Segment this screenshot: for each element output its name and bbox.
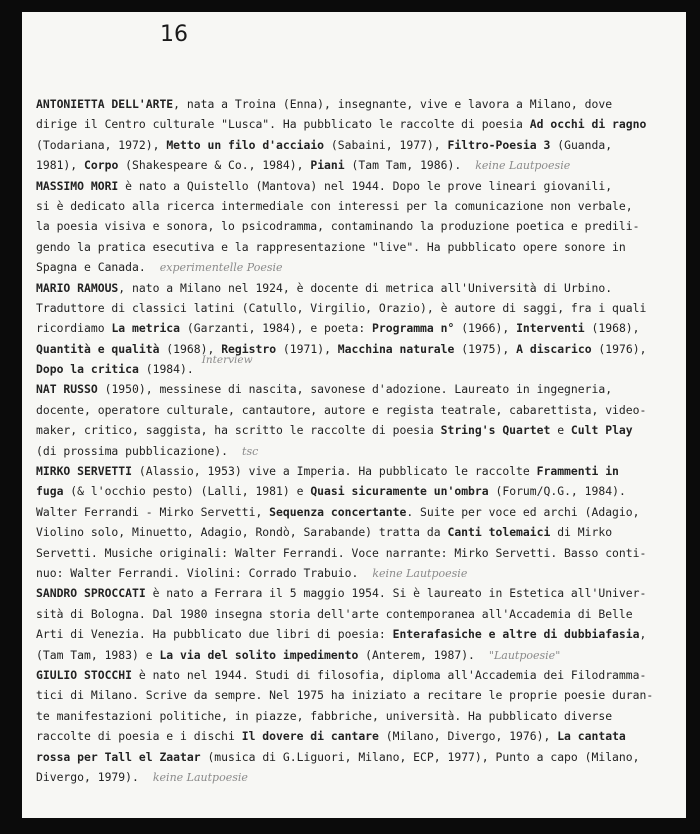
- text-line: [36, 767, 676, 787]
- text-line: [36, 604, 676, 624]
- text-segment: (1968),: [159, 341, 222, 356]
- text-line: [36, 624, 676, 644]
- bold-text: Enterafasiche e altre di dubbiafasia: [392, 627, 640, 642]
- text-line: [36, 257, 676, 277]
- bold-text: Dopo la critica: [36, 362, 139, 377]
- text-segment: è nato nel 1944. Studi di filosofia, diploma all'Accademia dei Filodramma-: [132, 667, 647, 682]
- text-segment: la poesia visiva e sonora, lo psicodramma, contaminando la produzione poetica e predili-: [36, 219, 640, 234]
- text-line: [36, 645, 676, 665]
- text-segment: e: [550, 423, 571, 438]
- text-segment: è nato a Quistello (Mantova) nel 1944. Dopo le prove lineari giovanili,: [118, 178, 613, 193]
- text-line: [36, 94, 676, 114]
- text-segment: (1976),: [591, 341, 647, 356]
- text-line: [36, 481, 676, 501]
- text-segment: di Mirko: [550, 525, 613, 540]
- text-line: [36, 379, 676, 399]
- text-segment: raccolte di poesia e i dischi: [36, 729, 242, 744]
- bold-text: Corpo: [84, 158, 119, 173]
- text-segment: te manifestazioni politiche, in piazze, fabbriche, università. Ha pubblicato diverse: [36, 708, 613, 723]
- text-line: [36, 706, 676, 726]
- text-segment: (Todariana, 1972),: [36, 137, 167, 152]
- bold-text: Interventi: [516, 321, 585, 336]
- bold-text: Sequenza concertante: [269, 504, 407, 519]
- bold-text: SANDRO SPROCCATI: [36, 586, 146, 601]
- text-segment: Walter Ferrandi - Mirko Servetti,: [36, 504, 270, 519]
- text-segment: Servetti. Musiche originali: Walter Ferrandi. Voce narrante: Mirko Servetti. Basso conti-: [36, 545, 647, 560]
- body-text: [36, 94, 676, 787]
- handwritten-annotation: keine Lautpoesie: [475, 159, 571, 173]
- text-segment: (& l'occhio pesto) (Lalli, 1981) e: [63, 484, 311, 499]
- text-line: [36, 502, 676, 522]
- bold-text: Ad occhi di ragno: [529, 117, 647, 132]
- bold-text: A discarico: [516, 341, 592, 356]
- bold-text: fuga: [36, 484, 64, 499]
- bold-text: Programma n°: [372, 321, 455, 336]
- bold-text: Quantità e qualità: [36, 341, 160, 356]
- text-segment: (1975),: [454, 341, 517, 356]
- bold-text: Quasi sicuramente un'ombra: [310, 484, 489, 499]
- text-segment: (Sabaini, 1977),: [324, 137, 448, 152]
- text-line: [36, 196, 676, 216]
- handwritten-annotation: "Lautpoesie": [488, 648, 561, 662]
- text-segment: tici di Milano. Scrive da sempre. Nel 1975 ha iniziato a recitare le proprie poesie duran-: [36, 688, 654, 703]
- bold-text: Registro: [221, 341, 277, 356]
- text-line: [36, 726, 676, 746]
- bold-text: MARIO RAMOUS: [36, 280, 119, 295]
- bold-text: La via del solito impedimento: [159, 647, 359, 662]
- text-segment: (musica di G.Liguori, Milano, ECP, 1977), Punto a capo (Milano,: [200, 749, 640, 764]
- text-segment: . Suite per voce ed archi (Adagio,: [406, 504, 640, 519]
- text-segment: (Garzanti, 1984), e poeta:: [180, 321, 373, 336]
- text-segment: (Tam Tam, 1986).: [344, 158, 462, 173]
- bold-text: String's Quartet: [440, 423, 551, 438]
- text-segment: (1966),: [454, 321, 517, 336]
- text-line: [36, 237, 676, 257]
- bold-text: Metto un filo d'acciaio: [166, 137, 325, 152]
- text-segment: nuo: Walter Ferrandi. Violini: Corrado Trabuio.: [36, 565, 359, 580]
- text-segment: gendo la pratica esecutiva e la rappresentazione "live". Ha pubblicato opere sonore in: [36, 239, 626, 254]
- bold-text: Filtro-Poesia 3: [447, 137, 551, 152]
- text-segment: (Forum/Q.G., 1984).: [488, 484, 626, 499]
- text-segment: , nata a Troina (Enna), insegnante, vive e lavora a Milano, dove: [173, 97, 613, 111]
- bold-text: Frammenti in: [536, 464, 619, 479]
- text-line: [36, 354, 676, 379]
- bold-text: MASSIMO MORI: [36, 178, 119, 193]
- text-segment: (Guanda,: [550, 137, 613, 152]
- page-number: 16: [160, 22, 188, 47]
- text-line: [36, 318, 676, 338]
- text-segment: (di prossima pubblicazione).: [36, 443, 229, 458]
- text-segment: , nato a Milano nel 1924, è docente di metrica all'Università di Urbino.: [118, 280, 613, 295]
- text-line: [36, 522, 676, 542]
- handwritten-annotation: experimentelle Poesie: [159, 261, 283, 275]
- text-segment: (Alassio, 1953) vive a Imperia. Ha pubblicato le raccolte: [132, 464, 537, 479]
- text-segment: Divergo, 1979).: [36, 769, 139, 784]
- bold-text: La cantata: [557, 729, 626, 744]
- text-segment: (1968),: [584, 321, 640, 336]
- text-segment: sità di Bologna. Dal 1980 insegna storia dell'arte contemporanea all'Accademia di Belle: [36, 606, 633, 621]
- bold-text: Il dovere di cantare: [241, 729, 379, 744]
- text-segment: (Shakespeare & Co., 1984),: [118, 158, 311, 173]
- text-segment: (Anterem, 1987).: [358, 647, 475, 662]
- handwritten-annotation: keine Lautpoesie: [372, 566, 468, 580]
- handwritten-annotation: keine Lautpoesie: [152, 770, 248, 784]
- bold-text: Cult Play: [570, 423, 633, 438]
- text-line: [36, 135, 676, 155]
- handwritten-annotation: Interview: [201, 354, 253, 367]
- text-segment: 1981),: [36, 158, 85, 173]
- bold-text: ANTONIETTA DELL'ARTE: [36, 97, 174, 111]
- text-segment: ricordiamo: [36, 321, 112, 336]
- text-line: [36, 298, 676, 318]
- text-line: [36, 665, 676, 685]
- text-segment: si è dedicato alla ricerca intermediale con interessi per la comunicazione non verbale,: [36, 198, 633, 213]
- text-line: [36, 176, 676, 196]
- text-line: [36, 747, 676, 767]
- text-line: [36, 461, 676, 481]
- text-segment: (1971),: [276, 341, 338, 356]
- bold-text: La metrica: [111, 321, 181, 336]
- text-segment: dirige il Centro culturale "Lusca". Ha pubblicato le raccolte di poesia: [36, 117, 530, 132]
- text-segment: Spagna e Canada.: [36, 260, 146, 275]
- text-line: [36, 114, 676, 134]
- text-line: [36, 563, 676, 583]
- text-segment: (1950), messinese di nascita, savonese d'adozione. Laureato in ingegneria,: [97, 382, 613, 397]
- text-segment: (1984).: [138, 362, 194, 377]
- text-segment: è nato a Ferrara il 5 maggio 1954. Si è laureato in Estetica all'Univer-: [145, 586, 647, 601]
- text-segment: docente, operatore culturale, cantautore, autore e regista teatrale, cabarettista, video-: [36, 402, 647, 417]
- text-line: [36, 685, 676, 705]
- text-line: [36, 543, 676, 563]
- text-segment: Violino solo, Minuetto, Adagio, Rondò, Sarabande) tratta da: [36, 525, 448, 540]
- bold-text: MIRKO SERVETTI: [36, 464, 133, 479]
- text-line: [36, 339, 676, 359]
- text-segment: ,: [639, 627, 647, 642]
- document-page: [22, 12, 686, 818]
- text-line: [36, 278, 676, 298]
- text-segment: maker, critico, saggista, ha scritto le raccolte di poesia: [36, 423, 441, 438]
- bold-text: Piani: [310, 158, 345, 173]
- text-line: [36, 583, 676, 603]
- text-line: [36, 441, 676, 461]
- bold-text: Macchina naturale: [337, 341, 455, 356]
- text-line: [36, 420, 676, 440]
- text-line: [36, 155, 676, 175]
- text-line: [36, 400, 676, 420]
- text-line: [36, 216, 676, 236]
- bold-text: NAT RUSSO: [36, 382, 98, 397]
- text-segment: (Tam Tam, 1983) e: [36, 647, 160, 662]
- text-segment: Traduttore di classici latini (Catullo, Virgilio, Orazio), è autore di saggi, fra i quali: [36, 300, 647, 315]
- text-segment: (Milano, Divergo, 1976),: [378, 729, 558, 744]
- text-segment: Arti di Venezia. Ha pubblicato due libri di poesia:: [36, 627, 393, 642]
- bold-text: Canti tolemaici: [447, 525, 551, 540]
- handwritten-annotation: tsc: [242, 444, 259, 458]
- bold-text: rossa per Tall el Zaatar: [36, 749, 201, 764]
- bold-text: GIULIO STOCCHI: [36, 667, 133, 682]
